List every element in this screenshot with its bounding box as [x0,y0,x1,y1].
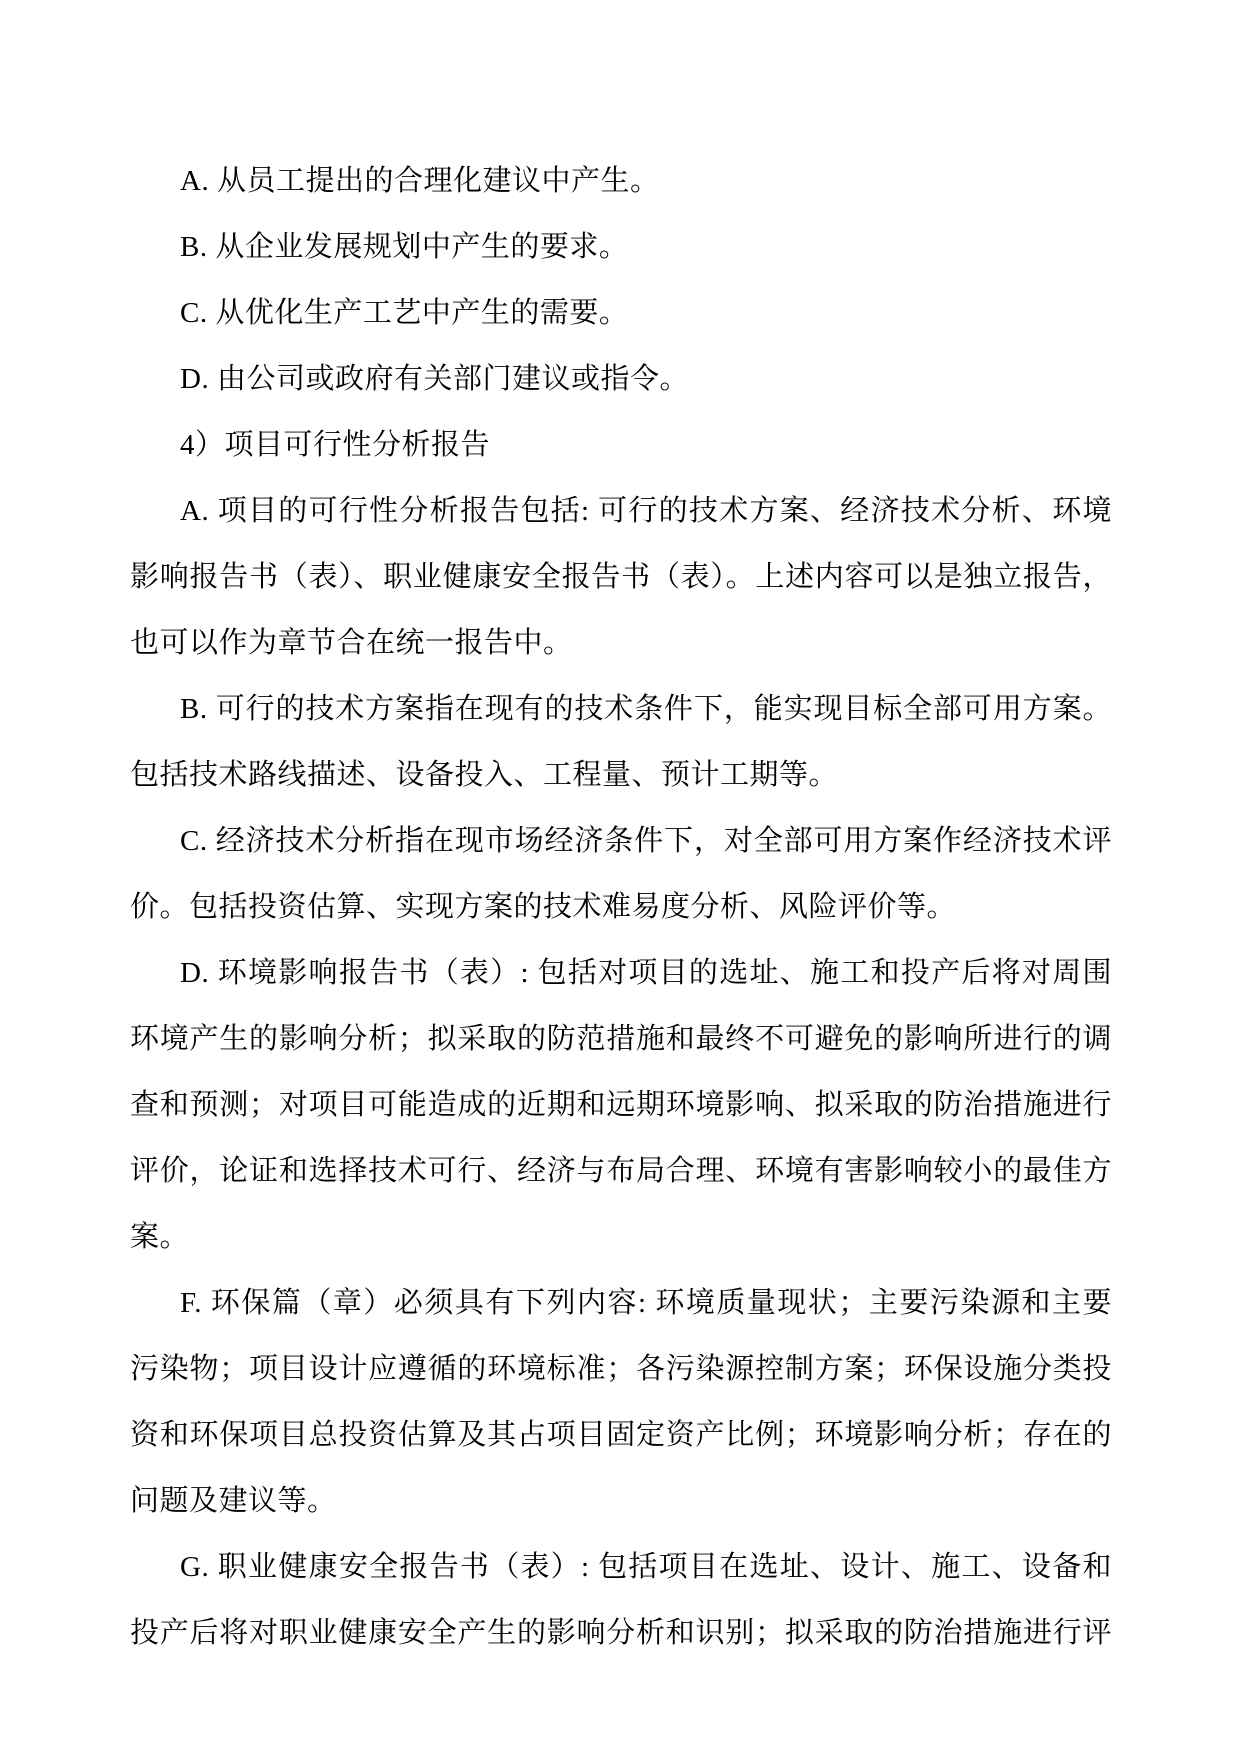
document-line: A. 从员工提出的合理化建议中产生。 [180,165,660,197]
document-line: 资和环保项目总投资估算及其占项目固定资产比例；环境影响分析；存在的 [130,1419,1112,1451]
document-line: 环境产生的影响分析；拟采取的防范措施和最终不可避免的影响所进行的调 [130,1023,1112,1055]
document-line: C. 经济技术分析指在现市场经济条件下，对全部可用方案作经济技术评 [180,825,1112,857]
document-line: 污染物；项目设计应遵循的环境标准；各污染源控制方案；环保设施分类投 [130,1353,1112,1385]
document-line: 影响报告书（表）、职业健康安全报告书（表）。上述内容可以是独立报告， [130,561,1112,593]
document-line: F. 环保篇（章）必须具有下列内容: 环境质量现状；主要污染源和主要 [180,1287,1112,1319]
document-line: 案。 [130,1221,190,1253]
document-line: 查和预测；对项目可能造成的近期和远期环境影响、拟采取的防治措施进行 [130,1089,1112,1121]
document-line: 4）项目可行性分析报告 [180,429,491,461]
document-line: B. 可行的技术方案指在现有的技术条件下，能实现目标全部可用方案。 [180,693,1112,725]
document-line: D. 由公司或政府有关部门建议或指令。 [180,363,689,395]
document-line: 问题及建议等。 [130,1485,337,1517]
document-line: C. 从优化生产工艺中产生的需要。 [180,297,629,329]
document-body [130,148,1112,1666]
document-line: 投产后将对职业健康安全产生的影响分析和识别；拟采取的防治措施进行评 [130,1617,1112,1649]
document-line: A. 项目的可行性分析报告包括: 可行的技术方案、经济技术分析、环境 [180,495,1112,527]
document-line: G. 职业健康安全报告书（表）: 包括项目在选址、设计、施工、设备和 [180,1551,1112,1583]
document-line: 包括技术路线描述、设备投入、工程量、预计工期等。 [130,759,839,791]
document-line: 也可以作为章节合在统一报告中。 [130,627,573,659]
document-line: 价。包括投资估算、实现方案的技术难易度分析、风险评价等。 [130,891,957,923]
document-line: B. 从企业发展规划中产生的要求。 [180,231,629,263]
document-line: 评价，论证和选择技术可行、经济与布局合理、环境有害影响较小的最佳方 [130,1155,1112,1187]
document-line: D. 环境影响报告书（表）: 包括对项目的选址、施工和投产后将对周围 [180,957,1112,989]
